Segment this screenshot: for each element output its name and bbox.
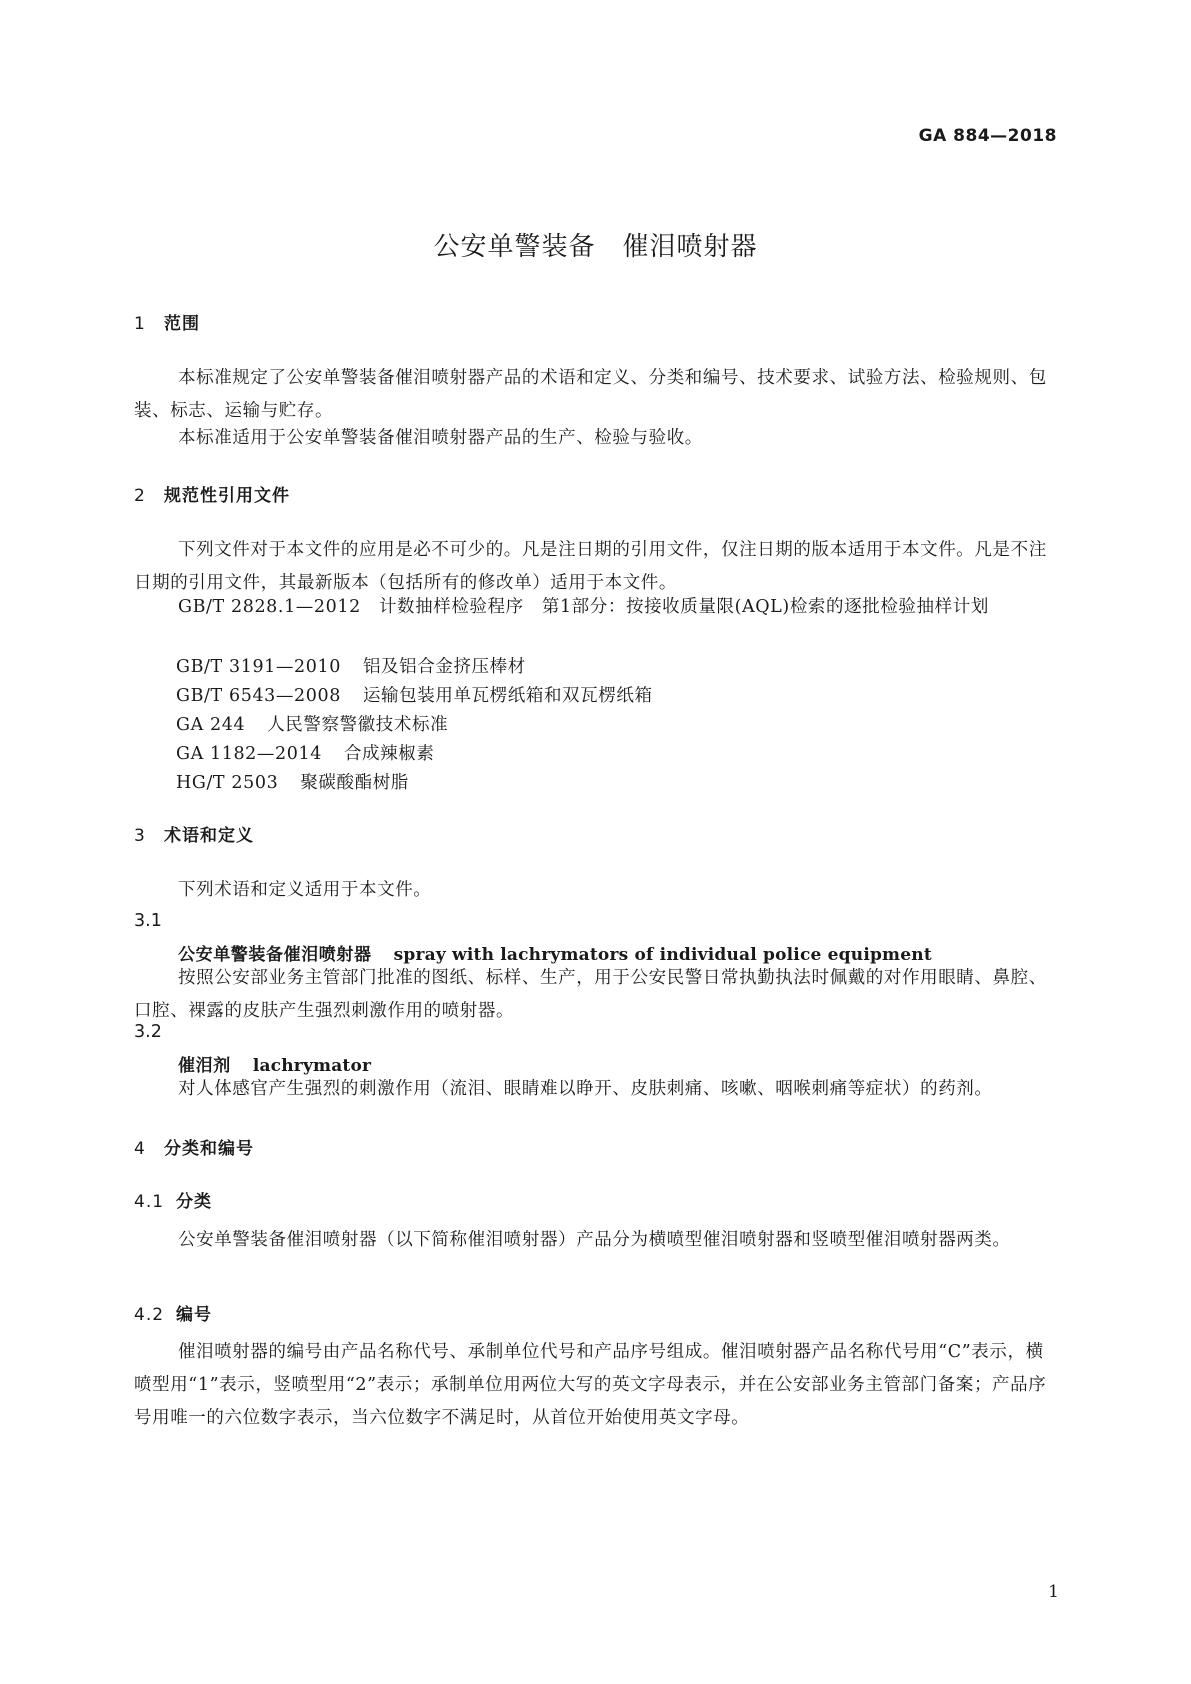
- term-definition: 按照公安部业务主管部门批准的图纸、标样、生产，用于公安民警日常执勤执法时佩戴的对作用眼睛、鼻腔、口腔、裸露的皮肤产生强烈刺激作用的喷射器。: [134, 968, 1047, 1021]
- term-english: lachrymator: [252, 1056, 372, 1076]
- section-4-heading: [134, 1134, 254, 1159]
- subsection-number: 4.1: [134, 1192, 165, 1212]
- subsection-4-1-heading: [134, 1187, 212, 1212]
- reference-item: GB/T 2828.1—2012 计数抽样检验程序 第1部分：按接收质量限(AQL)检索的逐批检验抽样计划: [178, 597, 989, 617]
- reference-name: 铝及铝合金挤压棒材: [362, 657, 526, 677]
- section-3-intro: 下列术语和定义适用于本文件。: [178, 880, 432, 900]
- term-chinese: 催泪剂: [178, 1056, 231, 1076]
- section-title: 范围: [164, 314, 200, 334]
- subsection-title: 编号: [176, 1305, 212, 1325]
- reference-item: [176, 682, 653, 707]
- section-2-heading: [134, 481, 290, 506]
- document-title: 公安单警装备 催泪喷射器: [433, 232, 758, 262]
- reference-item: [176, 740, 434, 765]
- reference-name: 合成辣椒素: [343, 744, 435, 764]
- reference-item: [176, 711, 448, 736]
- section-title: 术语和定义: [164, 826, 254, 846]
- reference-code: GB/T 3191—2010: [176, 657, 341, 677]
- page-number: 1: [1048, 1582, 1059, 1602]
- term-english: spray with lachrymators of individual police equipment: [393, 945, 932, 965]
- subsection-title: 分类: [176, 1192, 212, 1212]
- section-1-heading: [134, 309, 200, 334]
- subsection-4-2-paragraph: 催泪喷射器的编号由产品名称代号、承制单位代号和产品序号组成。催泪喷射器产品名称代号用“C”表示，横喷型用“1”表示，竖喷型用“2”表示；承制单位用两位大写的英文字母表示，并在公安部业务主管部门备案；产品序号用唯一的六位数字表示，当六位数字不满足时，从首位开始使用英文字母。: [134, 1342, 1047, 1428]
- subsection-number: 4.2: [134, 1305, 165, 1325]
- reference-name: 人民警察警徽技术标准: [267, 715, 449, 735]
- reference-code: HG/T 2503: [176, 773, 279, 793]
- reference-code: GA 1182—2014: [176, 744, 322, 764]
- reference-code: GA 244: [176, 715, 246, 735]
- section-1-paragraph-1: 本标准规定了公安单警装备催泪喷射器产品的术语和定义、分类和编号、技术要求、试验方法、检验规则、包装、标志、运输与贮存。: [134, 368, 1047, 421]
- term-number: 3.2: [134, 1022, 162, 1042]
- section-number: 3: [134, 826, 146, 846]
- term-definition: 对人体感官产生强烈的刺激作用（流泪、眼睛难以睁开、皮肤刺痛、咳嗽、咽喉刺痛等症状）的药剂。: [178, 1079, 993, 1099]
- section-1-paragraph-2: 本标准适用于公安单警装备催泪喷射器产品的生产、检验与验收。: [178, 428, 703, 448]
- section-title: 规范性引用文件: [164, 486, 290, 506]
- standard-number: GA 884—2018: [918, 126, 1057, 146]
- reference-name: 聚碳酸酯树脂: [300, 773, 409, 793]
- section-2-intro: 下列文件对于本文件的应用是必不可少的。凡是注日期的引用文件，仅注日期的版本适用于本文件。凡是不注日期的引用文件，其最新版本（包括所有的修改单）适用于本文件。: [134, 540, 1047, 593]
- subsection-4-1-paragraph: 公安单警装备催泪喷射器（以下简称催泪喷射器）产品分为横喷型催泪喷射器和竖喷型催泪喷射器两类。: [178, 1230, 1011, 1250]
- section-title: 分类和编号: [164, 1139, 254, 1159]
- term-number: 3.1: [134, 911, 162, 931]
- reference-item: [176, 653, 526, 678]
- section-number: 2: [134, 486, 146, 506]
- section-number: 1: [134, 314, 146, 334]
- reference-name: 运输包装用单瓦楞纸箱和双瓦楞纸箱: [362, 686, 653, 706]
- reference-item: [176, 769, 409, 794]
- term-chinese: 公安单警装备催泪喷射器: [178, 945, 372, 965]
- reference-code: GB/T 6543—2008: [176, 686, 341, 706]
- subsection-4-2-heading: [134, 1300, 212, 1325]
- section-number: 4: [134, 1139, 146, 1159]
- section-3-heading: [134, 821, 254, 846]
